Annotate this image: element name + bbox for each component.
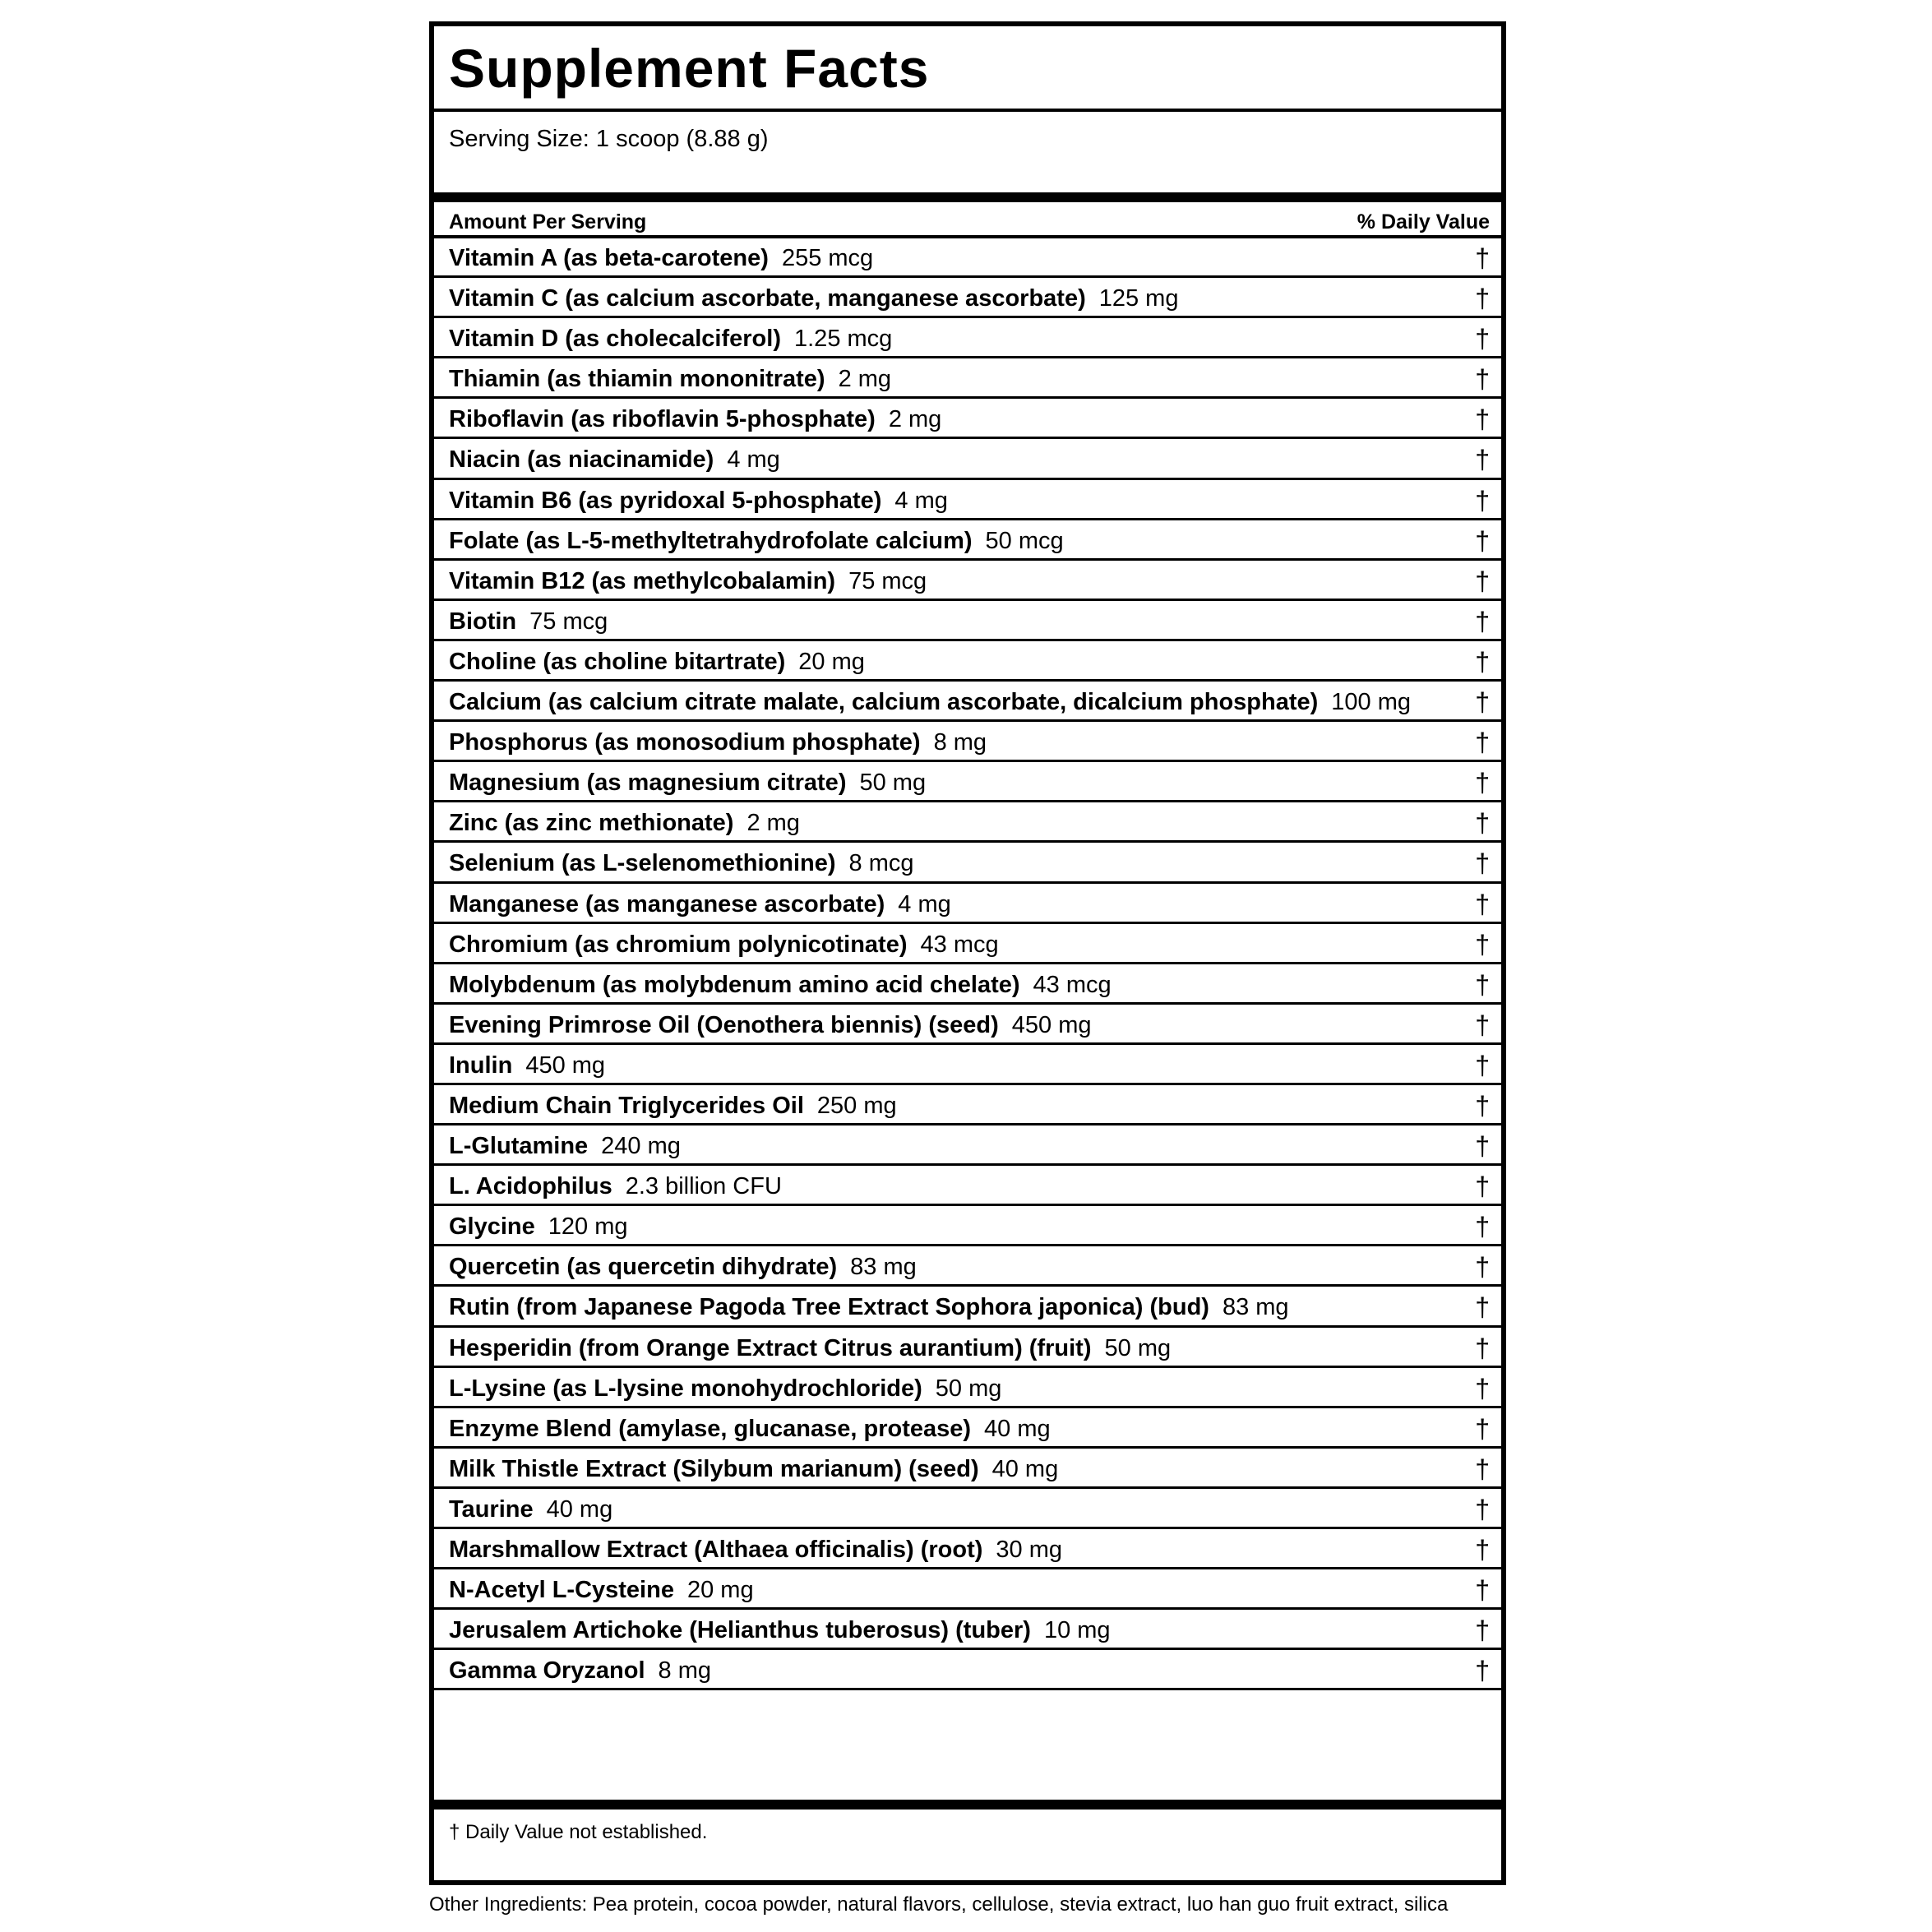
daily-value-dagger: † bbox=[1475, 1050, 1490, 1080]
nutrient-name: Glycine bbox=[449, 1213, 535, 1241]
nutrient-row bbox=[434, 520, 1501, 561]
nutrient-row bbox=[434, 682, 1501, 722]
nutrient-text bbox=[449, 1132, 681, 1161]
nutrient-row bbox=[434, 1206, 1501, 1246]
panel-title: Supplement Facts bbox=[449, 38, 930, 99]
daily-value-dagger: † bbox=[1475, 1212, 1490, 1242]
nutrient-row bbox=[434, 884, 1501, 924]
nutrient-text bbox=[449, 527, 1064, 556]
nutrient-name: Choline (as choline bitartrate) bbox=[449, 648, 786, 675]
nutrient-name: Molybdenum (as molybdenum amino acid chelate) bbox=[449, 971, 1020, 998]
nutrient-text bbox=[449, 1052, 605, 1080]
nutrient-text bbox=[449, 1172, 782, 1201]
nutrient-name: Calcium (as calcium citrate malate, calcium ascorbate, dicalcium phosphate) bbox=[449, 689, 1319, 716]
nutrient-name: Chromium (as chromium polynicotinate) bbox=[449, 931, 908, 958]
nutrient-row bbox=[434, 802, 1501, 843]
nutrient-row bbox=[434, 1408, 1501, 1449]
nutrient-text bbox=[449, 365, 891, 394]
nutrient-row bbox=[434, 1125, 1501, 1166]
daily-value-dagger: † bbox=[1475, 364, 1490, 395]
dv-footnote: † Daily Value not established. bbox=[449, 1821, 708, 1843]
nutrient-row bbox=[434, 399, 1501, 439]
nutrient-name: Magnesium (as magnesium citrate) bbox=[449, 770, 847, 797]
nutrient-amount: 8 mcg bbox=[848, 850, 914, 877]
daily-value-dagger: † bbox=[1475, 1333, 1490, 1363]
nutrient-amount: 100 mg bbox=[1331, 689, 1412, 716]
daily-value-dagger: † bbox=[1475, 404, 1490, 435]
nutrient-name: Medium Chain Triglycerides Oil bbox=[449, 1092, 804, 1119]
nutrient-name: Taurine bbox=[449, 1495, 534, 1523]
nutrient-amount: 125 mg bbox=[1098, 285, 1179, 312]
nutrient-name: Thiamin (as thiamin mononitrate) bbox=[449, 366, 825, 393]
nutrient-text bbox=[449, 1011, 1092, 1040]
nutrient-row bbox=[434, 1166, 1501, 1206]
daily-value-dagger: † bbox=[1475, 1172, 1490, 1202]
nutrient-text bbox=[449, 244, 873, 273]
daily-value-dagger: † bbox=[1475, 1292, 1490, 1323]
nutrient-row bbox=[434, 641, 1501, 682]
daily-value-label: % Daily Value bbox=[1357, 210, 1490, 233]
nutrient-row bbox=[434, 1005, 1501, 1045]
nutrient-name: Vitamin B12 (as methylcobalamin) bbox=[449, 567, 836, 594]
nutrient-text bbox=[449, 728, 987, 757]
nutrient-name: L-Glutamine bbox=[449, 1133, 589, 1160]
nutrient-name: L-Lysine (as L-lysine monohydrochloride) bbox=[449, 1375, 922, 1402]
daily-value-dagger: † bbox=[1475, 1373, 1490, 1403]
nutrient-amount: 40 mg bbox=[546, 1495, 613, 1523]
nutrient-row bbox=[434, 1569, 1501, 1610]
nutrient-row bbox=[434, 843, 1501, 883]
nutrient-amount: 1.25 mcg bbox=[794, 326, 893, 353]
daily-value-dagger: † bbox=[1475, 768, 1490, 798]
daily-value-dagger: † bbox=[1475, 445, 1490, 475]
nutrient-amount: 20 mg bbox=[686, 1577, 754, 1604]
nutrient-amount: 40 mg bbox=[991, 1455, 1059, 1482]
nutrient-amount: 4 mg bbox=[898, 890, 951, 917]
nutrient-amount: 4 mg bbox=[727, 446, 780, 474]
nutrient-text bbox=[449, 284, 1178, 313]
daily-value-dagger: † bbox=[1475, 1494, 1490, 1524]
nutrient-row bbox=[434, 924, 1501, 964]
nutrient-list bbox=[434, 238, 1501, 1690]
nutrient-row bbox=[434, 1287, 1501, 1327]
nutrient-text bbox=[449, 1213, 628, 1241]
nutrient-name: Vitamin B6 (as pyridoxal 5-phosphate) bbox=[449, 487, 882, 514]
nutrient-name: Vitamin C (as calcium ascorbate, manganese ascorbate) bbox=[449, 285, 1086, 312]
nutrient-row bbox=[434, 358, 1501, 399]
nutrient-name: Vitamin A (as beta-carotene) bbox=[449, 245, 769, 271]
nutrient-text bbox=[449, 931, 999, 959]
daily-value-dagger: † bbox=[1475, 969, 1490, 1000]
daily-value-dagger: † bbox=[1475, 687, 1490, 718]
nutrient-name: Phosphorus (as monosodium phosphate) bbox=[449, 729, 921, 756]
title-divider bbox=[434, 109, 1501, 112]
nutrient-row bbox=[434, 601, 1501, 641]
nutrient-name: Hesperidin (from Orange Extract Citrus aurantium) (fruit) bbox=[449, 1334, 1092, 1361]
nutrient-text bbox=[449, 971, 1112, 1000]
nutrient-text bbox=[449, 1495, 612, 1524]
daily-value-dagger: † bbox=[1475, 1090, 1490, 1121]
nutrient-row bbox=[434, 238, 1501, 278]
nutrient-row bbox=[434, 1489, 1501, 1529]
nutrient-amount: 2.3 billion CFU bbox=[625, 1173, 782, 1200]
nutrient-text bbox=[449, 809, 800, 838]
nutrient-text bbox=[449, 1616, 1111, 1645]
nutrient-text bbox=[449, 446, 780, 474]
nutrient-amount: 10 mg bbox=[1043, 1617, 1111, 1644]
nutrient-text bbox=[449, 1092, 897, 1121]
nutrient-amount: 83 mg bbox=[1222, 1294, 1289, 1321]
nutrient-row bbox=[434, 1328, 1501, 1368]
nutrient-row bbox=[434, 1045, 1501, 1085]
nutrient-name: L. Acidophilus bbox=[449, 1173, 612, 1200]
nutrient-amount: 50 mcg bbox=[985, 527, 1064, 554]
nutrient-amount: 50 mg bbox=[935, 1375, 1002, 1402]
nutrient-row bbox=[434, 762, 1501, 802]
daily-value-dagger: † bbox=[1475, 1575, 1490, 1606]
nutrient-name: Milk Thistle Extract (Silybum marianum) (seed) bbox=[449, 1455, 979, 1482]
nutrient-amount: 75 mcg bbox=[529, 608, 608, 635]
nutrient-amount: 2 mg bbox=[746, 810, 800, 837]
nutrient-amount: 8 mg bbox=[658, 1657, 712, 1685]
nutrient-amount: 450 mg bbox=[1011, 1011, 1092, 1038]
nutrient-amount: 30 mg bbox=[996, 1537, 1062, 1563]
nutrient-text bbox=[449, 608, 608, 636]
daily-value-dagger: † bbox=[1475, 243, 1490, 273]
daily-value-dagger: † bbox=[1475, 889, 1490, 919]
nutrient-name: N-Acetyl L-Cysteine bbox=[449, 1577, 674, 1604]
nutrient-amount: 50 mg bbox=[1104, 1334, 1172, 1361]
nutrient-row bbox=[434, 722, 1501, 762]
nutrient-amount: 250 mg bbox=[816, 1092, 897, 1119]
nutrient-row bbox=[434, 561, 1501, 601]
nutrient-amount: 40 mg bbox=[984, 1415, 1051, 1442]
daily-value-dagger: † bbox=[1475, 1413, 1490, 1444]
daily-value-dagger: † bbox=[1475, 1252, 1490, 1283]
nutrient-text bbox=[449, 849, 914, 878]
daily-value-dagger: † bbox=[1475, 1615, 1490, 1646]
daily-value-dagger: † bbox=[1475, 728, 1490, 758]
nutrient-text bbox=[449, 1334, 1171, 1363]
daily-value-dagger: † bbox=[1475, 1535, 1490, 1565]
daily-value-dagger: † bbox=[1475, 566, 1490, 596]
nutrient-name: Riboflavin (as riboflavin 5-phosphate) bbox=[449, 406, 876, 433]
nutrient-text bbox=[449, 567, 927, 596]
amount-header-row bbox=[434, 204, 1501, 235]
daily-value-dagger: † bbox=[1475, 485, 1490, 515]
nutrient-amount: 4 mg bbox=[894, 487, 948, 514]
other-ingredients: Other Ingredients: Pea protein, cocoa powder, natural flavors, cellulose, stevia extract, luo han guo fruit extract, silica bbox=[429, 1893, 1449, 1916]
nutrient-row bbox=[434, 1085, 1501, 1125]
nutrient-text bbox=[449, 405, 941, 434]
nutrient-text bbox=[449, 769, 926, 797]
nutrient-name: Vitamin D (as cholecalciferol) bbox=[449, 326, 781, 353]
nutrient-amount: 255 mcg bbox=[781, 245, 874, 271]
nutrient-text bbox=[449, 1536, 1062, 1565]
thick-divider-bottom bbox=[434, 1800, 1501, 1810]
nutrient-text bbox=[449, 890, 951, 919]
daily-value-dagger: † bbox=[1475, 525, 1490, 556]
nutrient-name: Manganese (as manganese ascorbate) bbox=[449, 890, 885, 917]
thick-divider-top bbox=[434, 192, 1501, 202]
nutrient-name: Evening Primrose Oil (Oenothera biennis) (seed) bbox=[449, 1011, 999, 1038]
daily-value-dagger: † bbox=[1475, 324, 1490, 354]
daily-value-dagger: † bbox=[1475, 606, 1490, 636]
nutrient-name: Zinc (as zinc methionate) bbox=[449, 810, 734, 837]
daily-value-dagger: † bbox=[1475, 646, 1490, 677]
daily-value-dagger: † bbox=[1475, 284, 1490, 314]
nutrient-row bbox=[434, 1246, 1501, 1287]
nutrient-amount: 8 mg bbox=[933, 729, 987, 756]
nutrient-text bbox=[449, 688, 1411, 717]
nutrient-text bbox=[449, 1293, 1289, 1322]
nutrient-name: Selenium (as L-selenomethionine) bbox=[449, 850, 836, 877]
nutrient-row bbox=[434, 318, 1501, 358]
daily-value-dagger: † bbox=[1475, 1010, 1490, 1040]
serving-size: Serving Size: 1 scoop (8.88 g) bbox=[449, 126, 769, 152]
nutrient-row bbox=[434, 439, 1501, 479]
nutrient-name: Quercetin (as quercetin dihydrate) bbox=[449, 1254, 838, 1281]
supplement-facts-panel bbox=[429, 21, 1506, 1885]
nutrient-amount: 43 mcg bbox=[920, 931, 999, 958]
nutrient-amount: 83 mg bbox=[850, 1254, 917, 1281]
nutrient-row bbox=[434, 1650, 1501, 1690]
nutrient-text bbox=[449, 1576, 754, 1605]
daily-value-dagger: † bbox=[1475, 848, 1490, 879]
nutrient-amount: 20 mg bbox=[798, 648, 865, 675]
nutrient-name: Biotin bbox=[449, 608, 517, 635]
nutrient-row bbox=[434, 1368, 1501, 1408]
nutrient-amount: 240 mg bbox=[601, 1133, 681, 1160]
nutrient-amount: 43 mcg bbox=[1033, 971, 1112, 998]
daily-value-dagger: † bbox=[1475, 1131, 1490, 1162]
nutrient-amount: 450 mg bbox=[525, 1052, 606, 1079]
nutrient-text bbox=[449, 1455, 1058, 1484]
nutrient-text bbox=[449, 325, 892, 354]
nutrient-name: Enzyme Blend (amylase, glucanase, protease) bbox=[449, 1415, 972, 1442]
nutrient-row bbox=[434, 964, 1501, 1005]
nutrient-name: Inulin bbox=[449, 1052, 513, 1079]
nutrient-name: Marshmallow Extract (Althaea officinalis) (root) bbox=[449, 1537, 983, 1563]
nutrient-name: Folate (as L-5-methyltetrahydrofolate calcium) bbox=[449, 527, 973, 554]
nutrient-text bbox=[449, 1253, 917, 1282]
nutrient-amount: 50 mg bbox=[859, 770, 927, 797]
daily-value-dagger: † bbox=[1475, 1454, 1490, 1484]
nutrient-amount: 75 mcg bbox=[848, 567, 927, 594]
nutrient-name: Jerusalem Artichoke (Helianthus tuberosus) (tuber) bbox=[449, 1617, 1031, 1644]
nutrient-text bbox=[449, 1415, 1051, 1444]
nutrient-row bbox=[434, 1449, 1501, 1489]
daily-value-dagger: † bbox=[1475, 1656, 1490, 1686]
amount-per-serving-label: Amount Per Serving bbox=[449, 210, 647, 233]
nutrient-amount: 2 mg bbox=[888, 406, 942, 433]
nutrient-text bbox=[449, 1657, 711, 1685]
nutrient-row bbox=[434, 480, 1501, 520]
nutrient-name: Niacin (as niacinamide) bbox=[449, 446, 714, 474]
nutrient-name: Rutin (from Japanese Pagoda Tree Extract Sophora japonica) (bud) bbox=[449, 1294, 1209, 1321]
daily-value-dagger: † bbox=[1475, 929, 1490, 959]
nutrient-text bbox=[449, 648, 865, 677]
nutrient-row bbox=[434, 278, 1501, 318]
nutrient-amount: 120 mg bbox=[548, 1213, 628, 1241]
nutrient-text bbox=[449, 487, 948, 515]
nutrient-amount: 2 mg bbox=[838, 366, 892, 393]
nutrient-row bbox=[434, 1529, 1501, 1569]
daily-value-dagger: † bbox=[1475, 808, 1490, 839]
nutrient-row bbox=[434, 1610, 1501, 1650]
nutrient-name: Gamma Oryzanol bbox=[449, 1657, 645, 1685]
nutrient-text bbox=[449, 1375, 1001, 1403]
